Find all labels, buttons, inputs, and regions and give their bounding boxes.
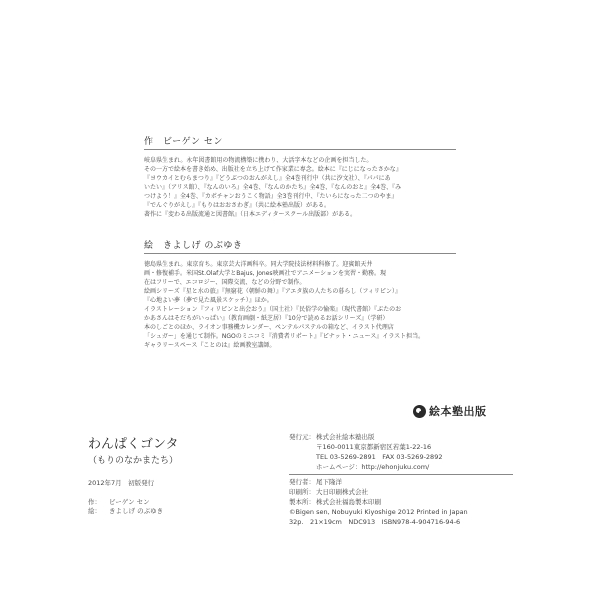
bio-line: ギャラリースペース『ことのは』絵画教室講師。 [144,342,276,349]
book-specs: 32p. 21×19cm NDC913 ISBN978-4-904716-94-6 [289,518,461,526]
publisher-row [289,432,519,442]
binder-label: 製本所： [289,498,315,506]
bio-line: 徳島県生まれ。東京育ち。東京芸大洋画科卒。同大学院技法材料科修了。迎賓館天井 [144,261,373,268]
bio-line: 岐阜県生まれ。永年図書館用の物流構築に携わり、大活字本などの企画を担当した。 [144,157,373,164]
bio-line: 在はフリーで、エコロジー、国際交流、などの分野で制作。 [144,279,306,286]
publisher-name: 株式会社絵本塾出版 [316,433,375,441]
printer-row [289,487,519,497]
printer-label: 印刷所： [289,488,315,496]
author-bio [144,134,464,219]
publisher-logo-icon [413,405,426,418]
bio-line: その一方で絵本を書き始め、出版社を立ち上げて作家業に専念。絵本に『にじになったさかな』 [144,166,402,173]
book-info [88,433,268,515]
book-subtitle: （もりのなかまたち） [88,456,179,466]
colophon-divider [289,474,513,475]
illustrator-bio-text [144,260,464,350]
publisher-label: 発行元： [289,433,315,441]
bio-line: 『ヨウカイとむらまつり』『どうぶつのおんがえし』全4巻刊行中（共に汐文社）、『パパにあ [144,175,391,182]
binder-name: 株式会社福島製本印刷 [316,498,381,506]
bio-line: 画・修復補手。米国St.Olaf大学とBajus, Jones映画社でアニメーションを実習・勤務。現 [144,270,386,277]
publisher-homepage: ホームページ：http://ehonjuku.com/ [316,463,430,471]
author-bio-text [144,156,464,219]
credit-author [88,497,268,506]
credit-role: 絵： [88,507,101,515]
bio-line: イラストレーション『フィリピンと出会おう』（国土社）『民俗学の愉楽』（現代書館）『ぶたのお [144,306,402,313]
colophon [289,432,519,527]
bio-line: 著作に『変わる出版流通と図書館』（日本エディタースクール出版部）がある。 [144,211,357,218]
bio-line: つけよう！』全4巻、『カボチャンおうこく物語』全3巻刊行中、『たいらになった二つのやま』 [144,193,398,200]
publisher-address: 〒160-0011東京都新宿区若葉1-22-16 [316,443,432,451]
bio-line: かあさんはそだちがいっぱい』（教育画劇・紙芝居）『10分で読めるお話シリーズ』（学研） [144,315,389,322]
bio-line: いたい』（アリス館）、『なんのいろ』全4巻、『なんのかたち』全4巻、『なんのおと』全4巻、『み [144,184,402,191]
illustrator-heading: 絵 きよしげ のぶゆき [144,238,456,254]
bio-line: 『心地よい夢（夢で見た風景スケッチ）』ほか。 [144,297,273,304]
publisher-logo-text: 絵本塾出版 [429,405,487,418]
credits [88,497,268,515]
illustrator-bio [144,238,464,350]
credit-illustrator [88,506,268,515]
bio-line: 絵画シリーズ『星と水の旅』『無窮花（朝鮮の舞）』『アエタ族の人たちの暮らし（フィリピン）』 [144,288,401,295]
bio-line: 『でんぐりがえし』『もりはおおさわぎ』（共に絵本塾出版）がある。 [144,202,331,209]
copyright-line: ©Bigen sen, Nobuyuki Kiyoshige 2012 Printed in Japan [289,508,468,516]
bio-line: 本のしごとのほか、ライオン事務機カレンダー、ぺンテルパステルの箱など、イラスト代理店 [144,324,394,331]
publisher-tel-fax: TEL 03-5269-2891 FAX 03-5269-2892 [316,453,443,461]
author-heading: 作 ビーゲン セン [144,134,456,150]
credit-name: きよしげ のぶゆき [109,507,164,515]
binder-row [289,497,519,507]
bio-line: 「シュガー」を通じて制作。NGOのミニコミ『消費者リポート』『ピナット・ニュース』イラスト担当。 [144,333,425,340]
issuer-label: 発行者： [289,478,315,486]
issuer-row [289,477,519,487]
credit-role: 作： [88,498,101,506]
printer-name: 大日印刷株式会社 [316,488,368,496]
publisher-logo [413,403,513,419]
book-title: わんぱくゴンタ [88,437,179,452]
issuer-name: 尾下隆洋 [316,478,342,486]
credit-name: ビーゲン セン [109,498,150,506]
edition-date: 2012年7月 初版発行 [88,479,155,487]
